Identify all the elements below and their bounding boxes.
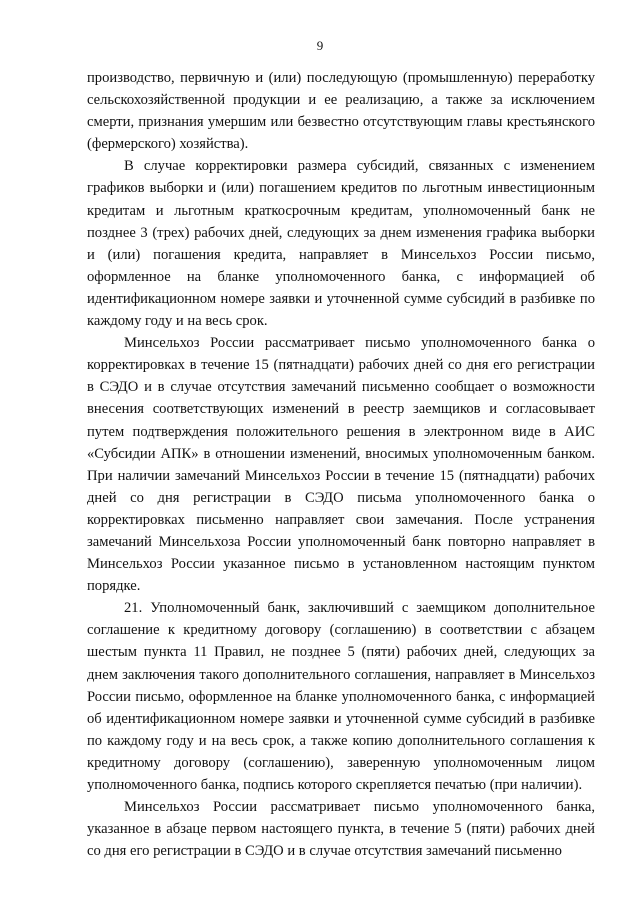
paragraph-ministry-review-additional: Минсельхоз России рассматривает письмо уполномоченного банка, указанное в абзаце первом настоящего пункта, в течение 5 (пяти) рабочих дней со дня его регистрации в СЭДО и в случае отсутствия замечаний письменно: [87, 799, 595, 860]
page-number: 9: [316, 38, 324, 53]
paragraph-ministry-review: Минсельхоз России рассматривает письмо уполномоченного банка о корректировках в течение 15 (пятнадцати) рабочих дней со дня его регистрации в СЭДО и в случае отсутствия замечаний письменно сообщает о возможности внесения соответствующих изменений в реестр заемщиков и согласовывает путем подтверждения положительного решения в электронном виде в АИС «Субсидии АПК» в отношении изменений, вносимых уполномоченным банком. При наличии замечаний Минсельхоз России в течение 15 (пятнадцати) рабочих дней со дня регистрации в СЭДО письма уполномоченного банка о корректировках письменно направляет свои замечания. После устранения замечаний Минсельхоза России уполномоченный банк повторно направляет в Минсельхоз России указанное письмо в установленном настоящим пунктом порядке.: [87, 335, 595, 595]
paragraph-subsidy-adjustment: В случае корректировки размера субсидий, связанных с изменением графиков выборки и (или) погашением кредитов по льготным инвестиционным кредитам и льготным краткосрочным кредитам, уполномоченный банк не позднее 3 (трех) рабочих дней, следующих за днем изменения графика выборки и (или) погашения кредита, направляет в Минсельхоз России письмо, оформленное на бланке уполномоченного банка, с информацией об идентификационном номере заявки и уточненной сумме субсидий в разбивке по каждому году и на весь срок.: [87, 158, 595, 330]
paragraph-continuation: производство, первичную и (или) последующую (промышленную) переработку сельскохозяйственной продукции и ее реализацию, а также за исключением смерти, признания умершим или безвестно отсутствующим главы крестьянского (фермерского) хозяйства).: [87, 70, 595, 153]
paragraph-item-21: 21. Уполномоченный банк, заключивший с заемщиком дополнительное соглашение к кредитному договору (соглашению) в соответствии с абзацем шестым пункта 11 Правил, не позднее 5 (пяти) рабочих дней, следующих за днем заключения такого дополнительного соглашения, направляет в Минсельхоз России письмо, оформленное на бланке уполномоченного банка, с информацией об идентификационном номере заявки и уточненной сумме субсидий в разбивке по каждому году и на весь срок, а также копию дополнительного соглашения к кредитному договору (соглашению), заверенную уполномоченным лицом уполномоченного банка, подпись которого скрепляется печатью (при наличии).: [87, 600, 595, 793]
document-body: [87, 67, 595, 862]
